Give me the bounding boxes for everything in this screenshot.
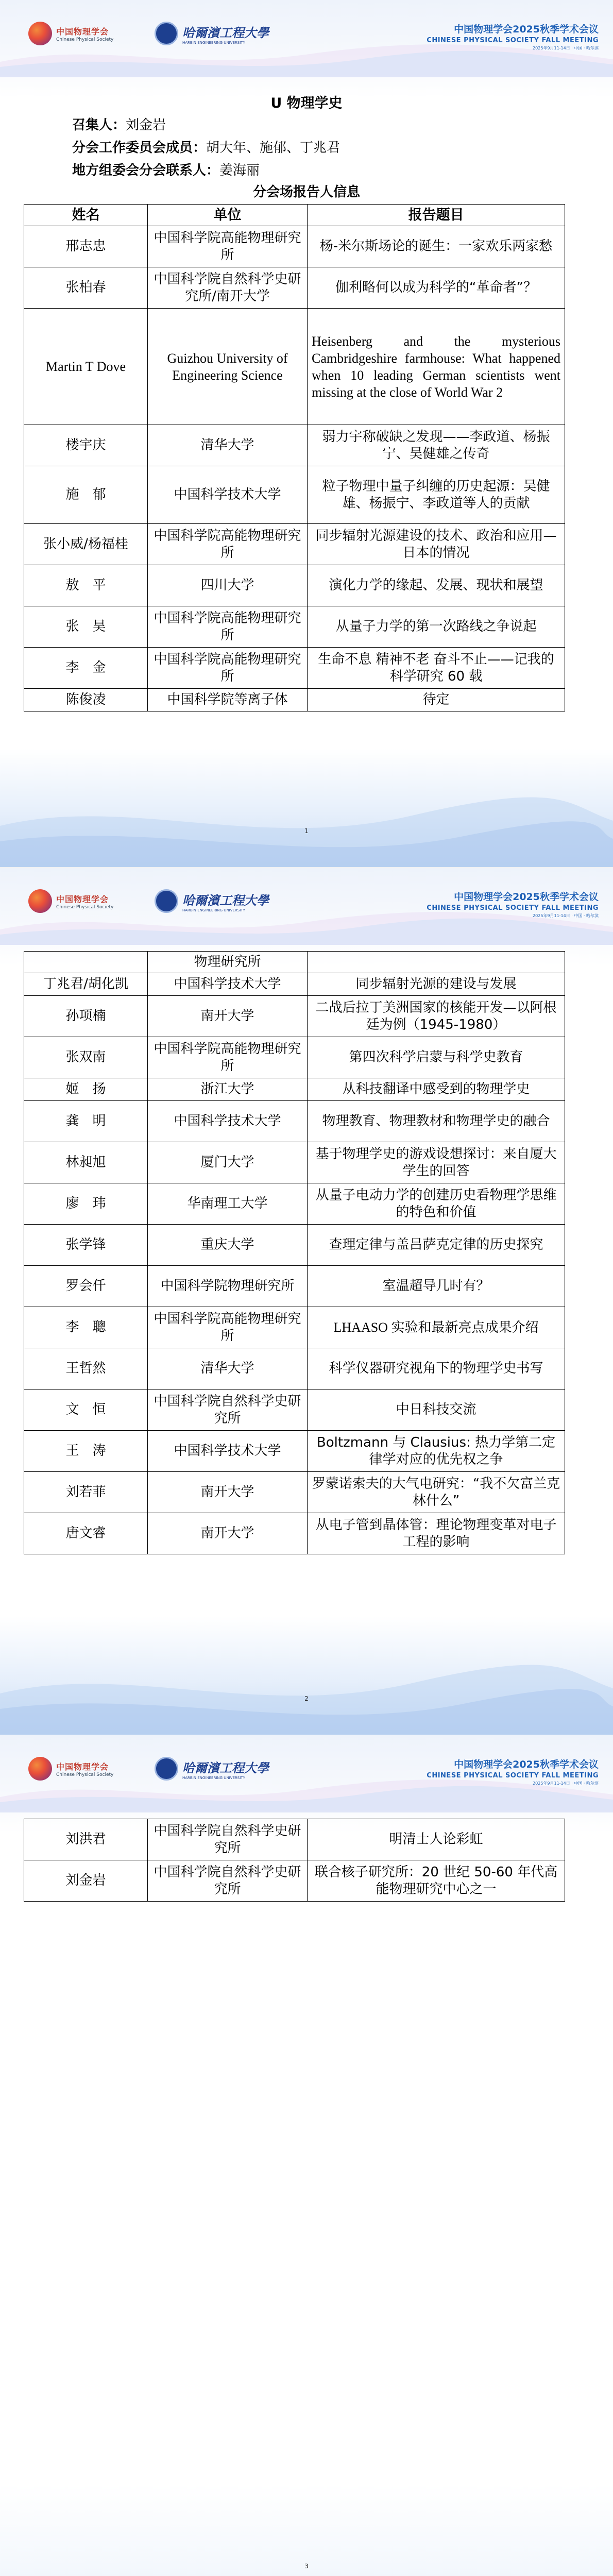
page-header	[0, 0, 613, 98]
speaker-unit: 物理研究所	[148, 952, 308, 973]
speaker-name: 张柏春	[24, 267, 148, 309]
university-logo	[155, 889, 269, 913]
speaker-name: Martin T Dove	[24, 309, 148, 425]
speaker-table-page-2	[24, 951, 565, 1554]
speaker-name: 张双南	[24, 1037, 148, 1078]
speaker-unit: 中国科学院高能物理研究所	[148, 226, 308, 267]
speaker-unit: 南开大学	[148, 1513, 308, 1554]
table-row	[24, 466, 565, 524]
speaker-unit: 厦门大学	[148, 1142, 308, 1183]
section-title: U 物理学史	[270, 95, 343, 111]
conference-name-en: CHINESE PHYSICAL SOCIETY FALL MEETING	[427, 1772, 599, 1780]
table-row	[24, 996, 565, 1037]
speaker-unit: Guizhou University of Engineering Science	[148, 309, 308, 425]
report-topic: 伽利略何以成为科学的“革命者”？	[308, 267, 565, 309]
table-row	[24, 1101, 565, 1142]
report-topic: 物理教育、物理教材和物理学史的融合	[308, 1101, 565, 1142]
speaker-name: 姬 扬	[24, 1078, 148, 1101]
committee-value: 胡大年、施郁、丁兆君	[206, 140, 340, 156]
column-header-name: 姓名	[24, 205, 148, 226]
speaker-unit: 中国科学院自然科学史研究所	[148, 1389, 308, 1431]
table-row	[24, 648, 565, 689]
cps-name-en: Chinese Physical Society	[56, 904, 114, 910]
report-topic: Heisenberg and the mysterious Cambridgeshire farmhouse: What happened when 10 leading German scientists went missing at the close of World War 2	[308, 309, 565, 425]
table-row	[24, 425, 565, 466]
conference-date: 2025年9月11-14日 · 中国 · 哈尔滨	[533, 913, 599, 918]
page-1	[0, 0, 613, 867]
speaker-name: 刘若菲	[24, 1472, 148, 1513]
university-name-cn: 哈爾濱工程大學	[182, 25, 269, 40]
conference-name-cn: 中国物理学会2025秋季学术会议	[454, 24, 599, 35]
table-row	[24, 1142, 565, 1183]
speaker-unit: 南开大学	[148, 1472, 308, 1513]
cps-name-en: Chinese Physical Society	[56, 1772, 114, 1777]
speaker-unit: 华南理工大学	[148, 1183, 308, 1225]
cps-name-cn: 中国物理学会	[56, 894, 109, 904]
page-2	[0, 867, 613, 1735]
committee-label: 分会工作委员会成员：	[72, 140, 207, 156]
report-topic: 从电子管到晶体管：理论物理变革对电子工程的影响	[308, 1513, 565, 1554]
speaker-unit: 中国科学技术大学	[148, 1101, 308, 1142]
conference-banner	[427, 889, 599, 919]
report-topic: 中日科技交流	[308, 1389, 565, 1431]
speaker-name: 廖 玮	[24, 1183, 148, 1225]
speaker-unit: 清华大学	[148, 425, 308, 466]
speaker-name: 施 郁	[24, 466, 148, 524]
table-row	[24, 1266, 565, 1307]
speaker-unit: 中国科学院高能物理研究所	[148, 606, 308, 648]
table-row	[24, 267, 565, 309]
speaker-unit: 中国科学院自然科学史研究所	[148, 1819, 308, 1860]
speaker-name: 龚 明	[24, 1101, 148, 1142]
speaker-name: 王哲然	[24, 1348, 148, 1389]
report-topic: 弱力宇称破缺之发现——李政道、杨振宁、吴健雄之传奇	[308, 425, 565, 466]
column-header-topic: 报告题目	[308, 205, 565, 226]
report-topic	[308, 952, 565, 973]
speaker-name: 罗会仟	[24, 1266, 148, 1307]
report-topic: 从量子力学的第一次路线之争说起	[308, 606, 565, 648]
university-name-en: HARBIN ENGINEERING UNIVERSITY	[182, 40, 245, 45]
speaker-unit: 中国科学院自然科学史研究所	[148, 1860, 308, 1902]
conference-name-en: CHINESE PHYSICAL SOCIETY FALL MEETING	[427, 37, 599, 44]
speaker-unit: 中国科学技术大学	[148, 466, 308, 524]
speaker-unit: 中国科学技术大学	[148, 1431, 308, 1472]
contact-line	[72, 160, 260, 179]
speaker-name: 张小威/杨福桂	[24, 524, 148, 565]
speaker-name: 刘金岩	[24, 1860, 148, 1902]
cps-logo	[28, 22, 113, 45]
speaker-table-page-3	[24, 1819, 565, 1902]
speaker-unit: 重庆大学	[148, 1225, 308, 1266]
speaker-unit: 浙江大学	[148, 1078, 308, 1101]
report-topic: Boltzmann 与 Clausius: 热力学第二定律学对应的优先权之争	[308, 1431, 565, 1472]
table-header-row	[24, 205, 565, 226]
university-name-cn: 哈爾濱工程大學	[182, 892, 269, 908]
cps-name-cn: 中国物理学会	[56, 1761, 109, 1772]
speaker-unit: 中国科学院自然科学史研究所/南开大学	[148, 267, 308, 309]
report-topic: 罗蒙诺索夫的大气电研究：“我不欠富兰克林什么”	[308, 1472, 565, 1513]
table-row	[24, 689, 565, 711]
speaker-unit: 中国科学技术大学	[148, 973, 308, 996]
university-logo	[155, 22, 269, 45]
report-topic: 第四次科学启蒙与科学史教育	[308, 1037, 565, 1078]
footer-wave-decoration	[0, 1616, 613, 1735]
table-row	[24, 952, 565, 973]
university-seal-icon	[155, 889, 178, 913]
cps-emblem-icon	[28, 22, 52, 45]
report-topic: 二战后拉丁美洲国家的核能开发—以阿根廷为例（1945-1980）	[308, 996, 565, 1037]
table-row	[24, 1431, 565, 1472]
speaker-unit: 清华大学	[148, 1348, 308, 1389]
table-row	[24, 524, 565, 565]
report-topic: 科学仪器研究视角下的物理学史书写	[308, 1348, 565, 1389]
table-row	[24, 226, 565, 267]
convener-label: 召集人：	[72, 117, 126, 133]
speaker-name: 文 恒	[24, 1389, 148, 1431]
university-seal-icon	[155, 1757, 178, 1781]
table-row	[24, 1819, 565, 1860]
page-number: 2	[304, 1695, 309, 1702]
speaker-unit: 中国科学院物理研究所	[148, 1266, 308, 1307]
conference-banner	[427, 1757, 599, 1786]
speaker-name: 王 涛	[24, 1431, 148, 1472]
table-row	[24, 1389, 565, 1431]
committee-line	[72, 137, 340, 156]
speaker-name	[24, 952, 148, 973]
report-topic: LHAASO 实验和最新亮点成果介绍	[308, 1307, 565, 1348]
column-header-unit: 单位	[148, 205, 308, 226]
report-topic: 联合核子研究所：20 世纪 50-60 年代高能物理研究中心之一	[308, 1860, 565, 1902]
conference-date: 2025年9月11-14日 · 中国 · 哈尔滨	[533, 46, 599, 50]
conference-banner	[427, 22, 599, 51]
cps-logo	[28, 889, 113, 913]
convener-line	[72, 114, 166, 133]
cps-name-en: Chinese Physical Society	[56, 37, 114, 42]
speaker-name: 张学锋	[24, 1225, 148, 1266]
university-logo	[155, 1757, 269, 1781]
speaker-name: 唐文睿	[24, 1513, 148, 1554]
table-row	[24, 1037, 565, 1078]
table-row	[24, 1348, 565, 1389]
cps-emblem-icon	[28, 1757, 52, 1781]
table-caption: 分会场报告人信息	[252, 184, 360, 200]
report-topic: 查理定律与盖吕萨克定律的历史探究	[308, 1225, 565, 1266]
contact-label: 地方组委会分会联系人：	[72, 163, 220, 178]
speaker-name: 李 金	[24, 648, 148, 689]
table-row	[24, 565, 565, 606]
university-name-en: HARBIN ENGINEERING UNIVERSITY	[182, 908, 245, 912]
speaker-name: 邢志忠	[24, 226, 148, 267]
convener-value: 刘金岩	[126, 117, 166, 133]
contact-value: 姜海丽	[219, 163, 260, 178]
speaker-name: 陈俊凌	[24, 689, 148, 711]
report-topic: 粒子物理中量子纠缠的历史起源：吴健雄、杨振宁、李政道等人的贡献	[308, 466, 565, 524]
cps-emblem-icon	[28, 889, 52, 913]
table-row	[24, 606, 565, 648]
report-topic: 从量子电动力学的创建历史看物理学思维的特色和价值	[308, 1183, 565, 1225]
report-topic: 室温超导几时有？	[308, 1266, 565, 1307]
page-footer	[0, 749, 613, 867]
report-topic: 演化力学的缘起、发展、现状和展望	[308, 565, 565, 606]
report-topic: 待定	[308, 689, 565, 711]
speaker-name: 李 聰	[24, 1307, 148, 1348]
conference-name-cn: 中国物理学会2025秋季学术会议	[454, 891, 599, 903]
report-topic: 从科技翻译中感受到的物理学史	[308, 1078, 565, 1101]
speaker-name: 楼宇庆	[24, 425, 148, 466]
speaker-unit: 中国科学院等离子体	[148, 689, 308, 711]
speaker-name: 刘洪君	[24, 1819, 148, 1860]
page-footer	[0, 1616, 613, 1735]
cps-name-cn: 中国物理学会	[56, 26, 109, 37]
conference-name-cn: 中国物理学会2025秋季学术会议	[454, 1759, 599, 1770]
report-topic: 明清士人论彩虹	[308, 1819, 565, 1860]
speaker-unit: 中国科学院高能物理研究所	[148, 648, 308, 689]
cps-logo	[28, 1757, 113, 1781]
table-row	[24, 1183, 565, 1225]
table-row	[24, 309, 565, 425]
speaker-name: 丁兆君/胡化凯	[24, 973, 148, 996]
report-topic: 同步辐射光源建设的技术、政治和应用—日本的情况	[308, 524, 565, 565]
speaker-table-page-1	[24, 204, 565, 711]
speaker-name: 林昶旭	[24, 1142, 148, 1183]
table-row	[24, 1513, 565, 1554]
speaker-unit: 中国科学院高能物理研究所	[148, 1037, 308, 1078]
table-row	[24, 1078, 565, 1101]
footer-wave-decoration	[0, 749, 613, 867]
speaker-name: 张 昊	[24, 606, 148, 648]
university-name-en: HARBIN ENGINEERING UNIVERSITY	[182, 1775, 245, 1780]
speaker-unit: 中国科学院高能物理研究所	[148, 1307, 308, 1348]
speaker-unit: 南开大学	[148, 996, 308, 1037]
speaker-name: 敖 平	[24, 565, 148, 606]
table-row	[24, 1225, 565, 1266]
report-topic: 生命不息 精神不老 奋斗不止——记我的科学研究 60 载	[308, 648, 565, 689]
report-topic: 杨-米尔斯场论的诞生：一家欢乐两家愁	[308, 226, 565, 267]
page-number: 1	[304, 827, 309, 835]
table-row	[24, 1307, 565, 1348]
speaker-unit: 中国科学院高能物理研究所	[148, 524, 308, 565]
report-topic: 基于物理学史的游戏设想探讨：来自厦大学生的回答	[308, 1142, 565, 1183]
report-topic: 同步辐射光源的建设与发展	[308, 973, 565, 996]
page-number: 3	[304, 2563, 309, 2570]
table-row	[24, 1860, 565, 1902]
page-3	[0, 1735, 613, 2576]
table-row	[24, 1472, 565, 1513]
table-row	[24, 973, 565, 996]
conference-name-en: CHINESE PHYSICAL SOCIETY FALL MEETING	[427, 904, 599, 912]
speaker-unit: 四川大学	[148, 565, 308, 606]
conference-date: 2025年9月11-14日 · 中国 · 哈尔滨	[533, 1781, 599, 1786]
university-seal-icon	[155, 22, 178, 45]
speaker-name: 孙项楠	[24, 996, 148, 1037]
university-name-cn: 哈爾濱工程大學	[182, 1760, 269, 1775]
